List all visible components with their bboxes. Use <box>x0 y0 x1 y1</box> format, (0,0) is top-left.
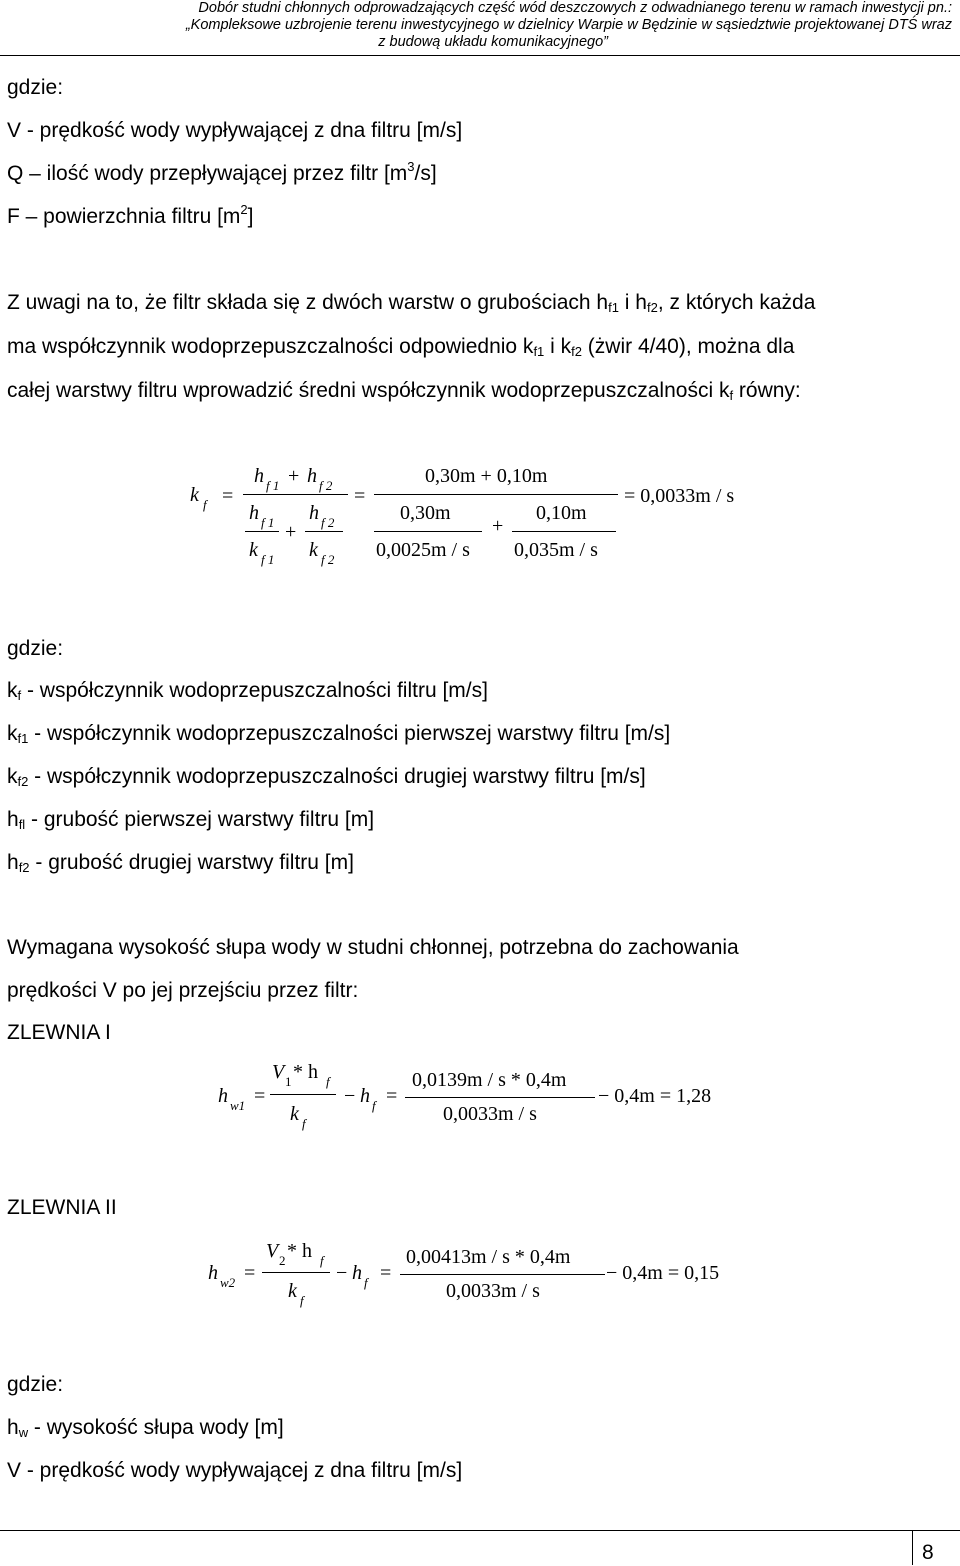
gdzie-label-3: gdzie: <box>7 1373 64 1396</box>
fraction-bar <box>305 531 343 532</box>
fraction-bar <box>245 531 279 532</box>
document-header <box>0 0 960 51</box>
paragraph-line-1: Z uwagi na to, że filtr składa się z dwóch warstw o grubościach $h_{f1}$ i $h_{f2}$, z których każda <box>7 291 816 315</box>
fraction-bar <box>270 1094 336 1095</box>
definition-v: V - prędkość wody wypływającej z dna filtru [m/s] <box>7 119 463 142</box>
page-number: 8 <box>922 1541 934 1564</box>
header-line-3: z budową układu komunikacyjnego” <box>378 34 608 50</box>
definition-hf1: $h_{fl}$ - grubość pierwszej warstwy filtru [m] <box>7 808 375 832</box>
definition-q: Q – ilość wody przepływającej przez filtr $[m^3/s]$ <box>7 159 437 185</box>
definition-kf2: $k_{f2}$ - współczynnik wodoprzepuszczalności drugiej warstwy filtru [m/s] <box>7 765 646 789</box>
header-rule <box>0 55 960 56</box>
definition-kf: $k_f$ - współczynnik wodoprzepuszczalności filtru [m/s] <box>7 679 488 703</box>
footer-divider <box>912 1530 913 1565</box>
fraction-bar <box>262 1272 330 1273</box>
header-line-2: „Kompleksowe uzbrojenie terenu inwestycyjnego w dzielnicy Warpie w Będzinie w sąsiedztwie projektowanej DTŚ wraz <box>185 17 952 33</box>
paragraph-line-2: ma współczynnik wodoprzepuszczalności odpowiednio $k_{f1}$ i $k_{f2}$ (żwir 4/40), można dla <box>7 335 795 359</box>
footer-rule <box>0 1530 960 1531</box>
gdzie-label-2: gdzie: <box>7 637 64 660</box>
definition-kf1: $k_{f1}$ - współczynnik wodoprzepuszczalności pierwszej warstwy filtru [m/s] <box>7 722 671 746</box>
definition-v-2: V - prędkość wody wypływającej z dna filtru [m/s] <box>7 1459 463 1482</box>
requirement-line-2: prędkości V po jej przejściu przez filtr: <box>7 979 359 1002</box>
definition-f: F – powierzchnia filtru $[m^2]$ <box>7 202 254 228</box>
header-line-1: Dobór studni chłonnych odprowadzających część wód deszczowych z odwadnianego terenu w ramach inwestycji pn.: <box>198 0 952 16</box>
gdzie-label-1: gdzie: <box>7 76 64 99</box>
paragraph-line-3: całej warstwy filtru wprowadzić średni współczynnik wodoprzepuszczalności $k_f$ równy: <box>7 379 801 403</box>
zlewnia-1-heading: ZLEWNIA I <box>7 1021 111 1044</box>
fraction-bar <box>400 1274 605 1275</box>
fraction-bar <box>374 494 618 495</box>
requirement-line-1: Wymagana wysokość słupa wody w studni chłonnej, potrzebna do zachowania <box>7 936 739 959</box>
definition-hw: $h_w$ - wysokość słupa wody [m] <box>7 1416 284 1440</box>
definition-hf2: $h_{f2}$ - grubość drugiej warstwy filtru [m] <box>7 851 354 875</box>
fraction-bar <box>405 1097 595 1098</box>
fraction-bar <box>374 531 482 532</box>
zlewnia-2-heading: ZLEWNIA II <box>7 1196 117 1219</box>
fraction-bar <box>243 494 348 495</box>
fraction-bar <box>512 531 616 532</box>
